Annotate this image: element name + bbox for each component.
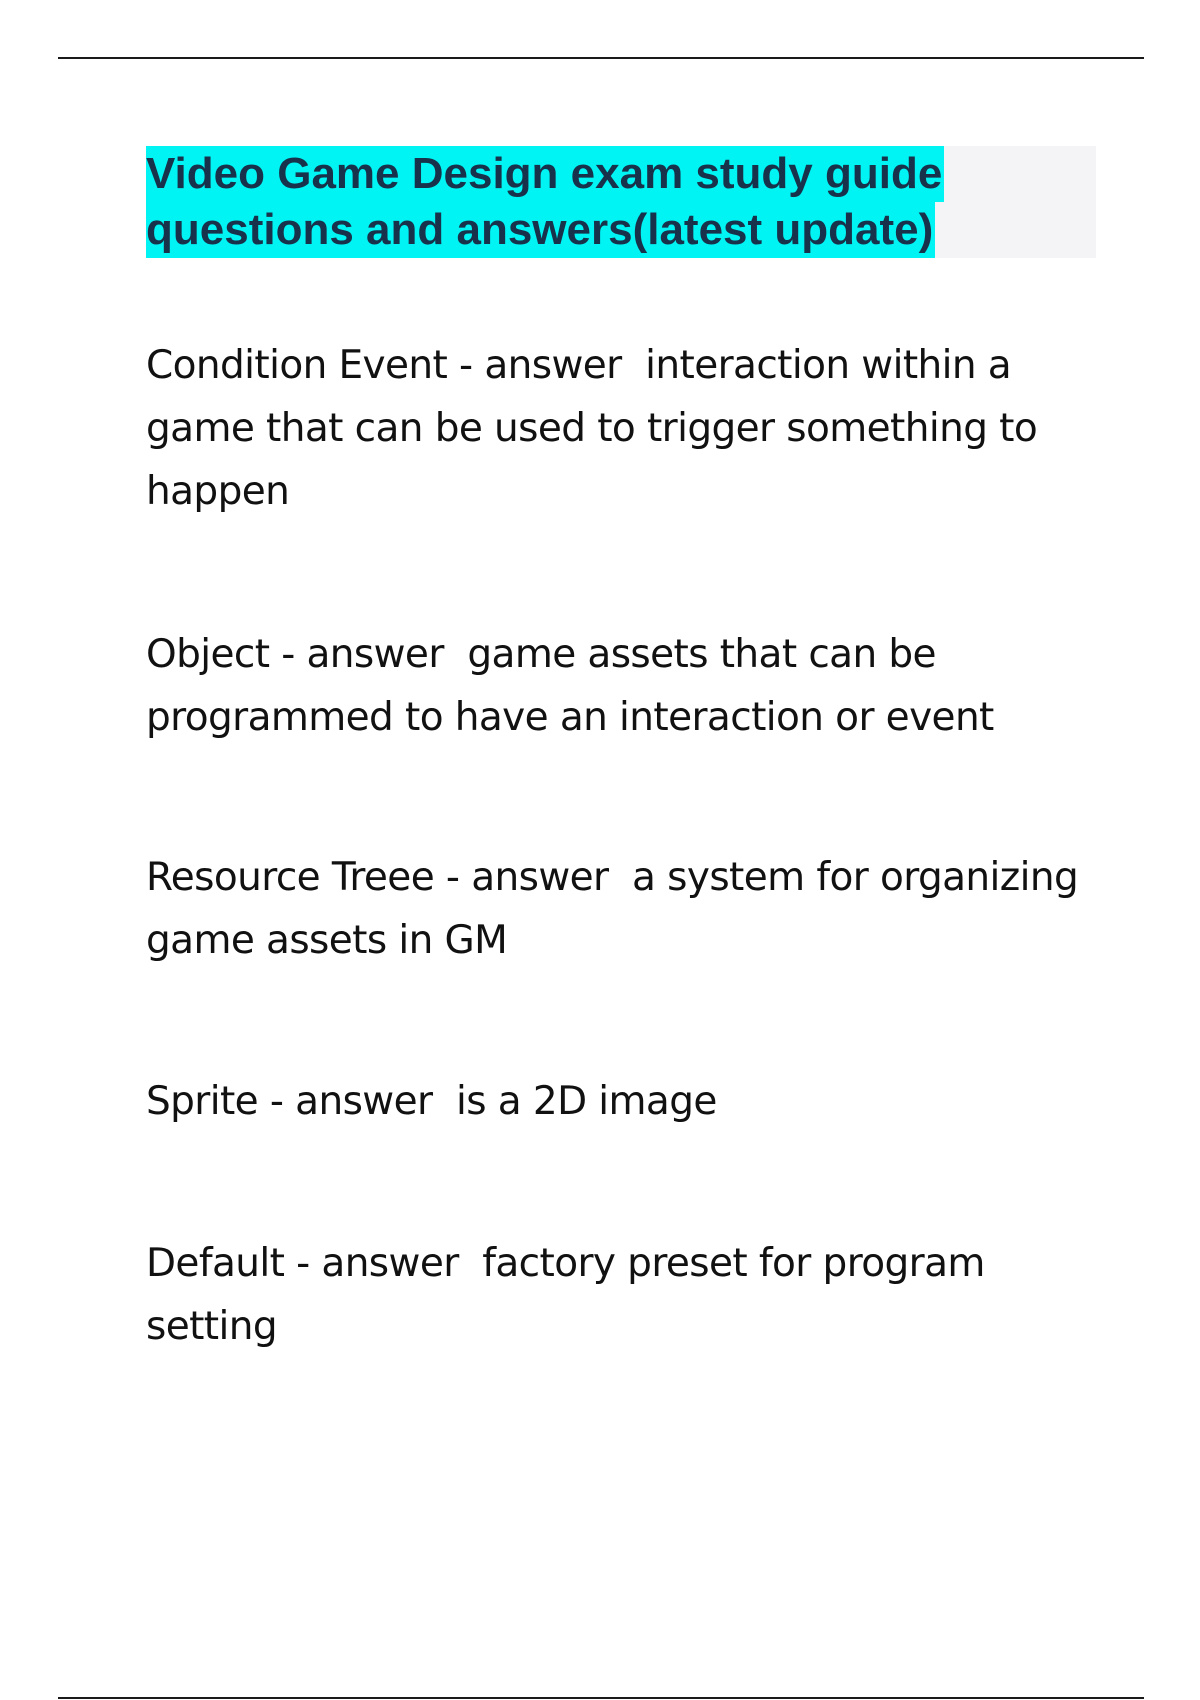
qa-entry-condition-event	[146, 334, 1096, 523]
entry-definition: factory preset for program setting	[146, 1241, 997, 1349]
entry-term: Resource Treee	[146, 855, 435, 900]
entry-term: Condition Event	[146, 343, 448, 388]
entry-definition: game assets that can be programmed to have an interaction or event	[146, 632, 994, 740]
document-title-line-2: questions and answers(latest update)	[146, 202, 935, 258]
entry-answer-label: answer	[484, 343, 622, 388]
entry-answer-label: answer	[471, 855, 609, 900]
entry-separator: -	[258, 1079, 296, 1124]
entry-term: Object	[146, 632, 270, 677]
entry-answer-label: answer	[295, 1079, 433, 1124]
entry-term: Default	[146, 1241, 285, 1286]
qa-entry-sprite	[146, 1070, 1096, 1133]
entry-answer-label: answer	[306, 632, 444, 677]
qa-entry-object	[146, 623, 1096, 749]
entry-definition: a system for organizing game assets in GM	[146, 855, 1090, 963]
qa-entry-default	[146, 1232, 1096, 1358]
qa-entry-resource-tree	[146, 846, 1096, 972]
footer-rule	[58, 1697, 1144, 1699]
entry-separator: -	[269, 632, 307, 677]
entry-answer-label: answer	[321, 1241, 459, 1286]
entry-definition: is a 2D image	[432, 1079, 717, 1124]
header-rule	[58, 57, 1144, 59]
entry-separator: -	[447, 343, 485, 388]
entry-separator: -	[434, 855, 472, 900]
entry-term: Sprite	[146, 1079, 259, 1124]
entry-separator: -	[284, 1241, 322, 1286]
entry-definition: interaction within a game that can be used to trigger something to happen	[146, 343, 1049, 514]
document-title-line-1: Video Game Design exam study guide	[146, 146, 944, 202]
